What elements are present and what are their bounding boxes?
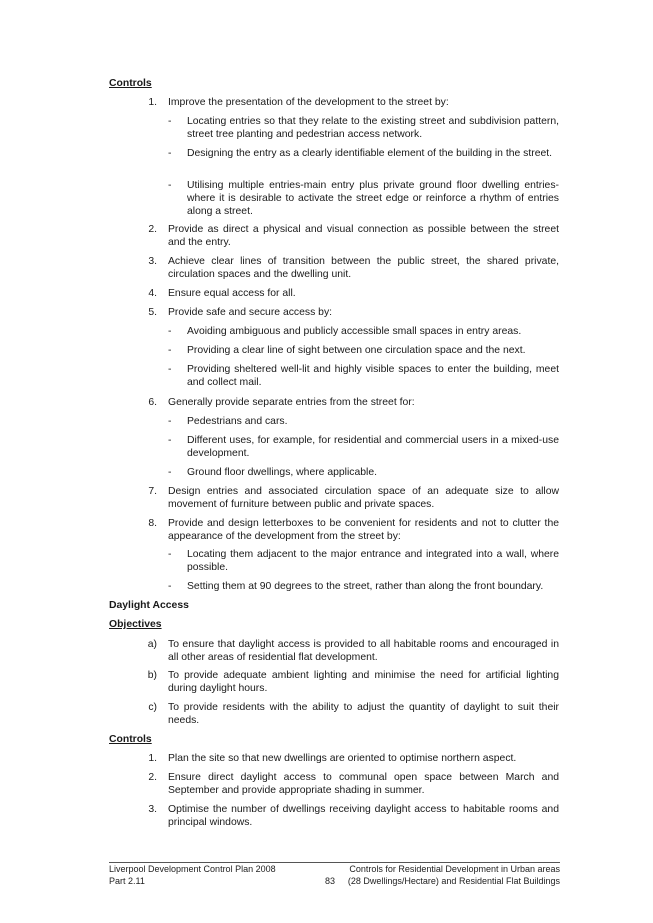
objective-label: b) [147,670,157,681]
footer-section-title: Controls for Residential Development in Urban areas [349,864,560,874]
bullet-dash: - [168,549,172,560]
bullet-text: Pedestrians and cars. [187,416,288,427]
item-text: Achieve clear lines of transition between the public street, the shared private, circulation spaces and the dwelling unit. [168,256,559,280]
daylight-controls-heading: Controls [109,734,152,745]
bullet-text: Ground floor dwellings, where applicable. [187,467,378,478]
item-text: Design entries and associated circulation space of an adequate size to allow movement of furniture between public and private spaces. [168,486,559,510]
bullet-dash: - [168,326,172,337]
item-number: 4. [148,288,157,299]
item-number: 1. [148,97,157,108]
bullet-dash: - [168,467,172,478]
control-text: Optimise the number of dwellings receiving daylight access to habitable rooms and principal windows. [168,804,559,828]
footer-rule [109,862,560,863]
controls-heading: Controls [109,78,152,89]
control-number: 2. [148,772,157,783]
objectives-heading: Objectives [109,619,162,630]
bullet-text: Utilising multiple entries-main entry plus private ground floor dwelling entries-where it is desirable to activate the street edge or reinforce a rhythm of entries along a street. [187,180,559,217]
objective-text: To ensure that daylight access is provided to all habitable rooms and encouraged in all other areas of residential flat development. [168,639,559,663]
bullet-dash: - [168,345,172,356]
bullet-text: Designing the entry as a clearly identifiable element of the building in the street. [187,148,553,159]
item-number: 3. [148,256,157,267]
objective-text: To provide residents with the ability to adjust the quantity of daylight to suit their needs. [168,702,559,726]
item-number: 2. [148,224,157,235]
bullet-dash: - [168,416,172,427]
bullet-text: Locating entries so that they relate to the existing street and subdivision pattern, street tree planting and pedestrian access network. [187,116,559,140]
item-number: 6. [148,397,157,408]
bullet-dash: - [168,364,172,375]
page-number: 83 [324,876,335,886]
item-number: 8. [148,518,157,529]
bullet-dash: - [168,581,172,592]
item-text: Provide as direct a physical and visual connection as possible between the street and the entry. [168,224,559,248]
bullet-dash: - [168,435,172,446]
footer-section-subtitle: (28 Dwellings/Hectare) and Residential Flat Buildings [347,876,560,886]
item-text: Provide and design letterboxes to be convenient for residents and not to clutter the appearance of the development from the street by: [168,518,559,542]
bullet-text: Avoiding ambiguous and publicly accessible small spaces in entry areas. [187,326,522,337]
item-text: Generally provide separate entries from the street for: [168,397,415,408]
footer-doc-title: Liverpool Development Control Plan 2008 [109,864,276,874]
control-number: 3. [148,804,157,815]
objective-text: To provide adequate ambient lighting and minimise the need for artificial lighting during daylight hours. [168,670,559,694]
bullet-text: Different uses, for example, for residential and commercial users in a mixed-use development. [187,435,559,459]
objective-label: a) [147,639,157,650]
control-text: Plan the site so that new dwellings are oriented to optimise northern aspect. [168,753,517,764]
item-text: Ensure equal access for all. [168,288,296,299]
bullet-dash: - [168,116,172,127]
bullet-dash: - [168,148,172,159]
daylight-access-title: Daylight Access [109,600,189,611]
control-text: Ensure direct daylight access to communal open space between March and September and provide appropriate shading in summer. [168,772,559,796]
item-number: 5. [148,307,157,318]
item-text: Improve the presentation of the development to the street by: [168,97,449,108]
bullet-dash: - [168,180,172,191]
objective-label: c) [148,702,157,713]
bullet-text: Setting them at 90 degrees to the street, rather than along the front boundary. [187,581,544,592]
footer-part: Part 2.11 [109,876,145,886]
bullet-text: Providing sheltered well-lit and highly visible spaces to enter the building, meet and collect mail. [187,364,559,388]
item-text: Provide safe and secure access by: [168,307,333,318]
bullet-text: Locating them adjacent to the major entrance and integrated into a wall, where possible. [187,549,559,573]
bullet-text: Providing a clear line of sight between one circulation space and the next. [187,345,526,356]
item-number: 7. [148,486,157,497]
control-number: 1. [148,753,157,764]
